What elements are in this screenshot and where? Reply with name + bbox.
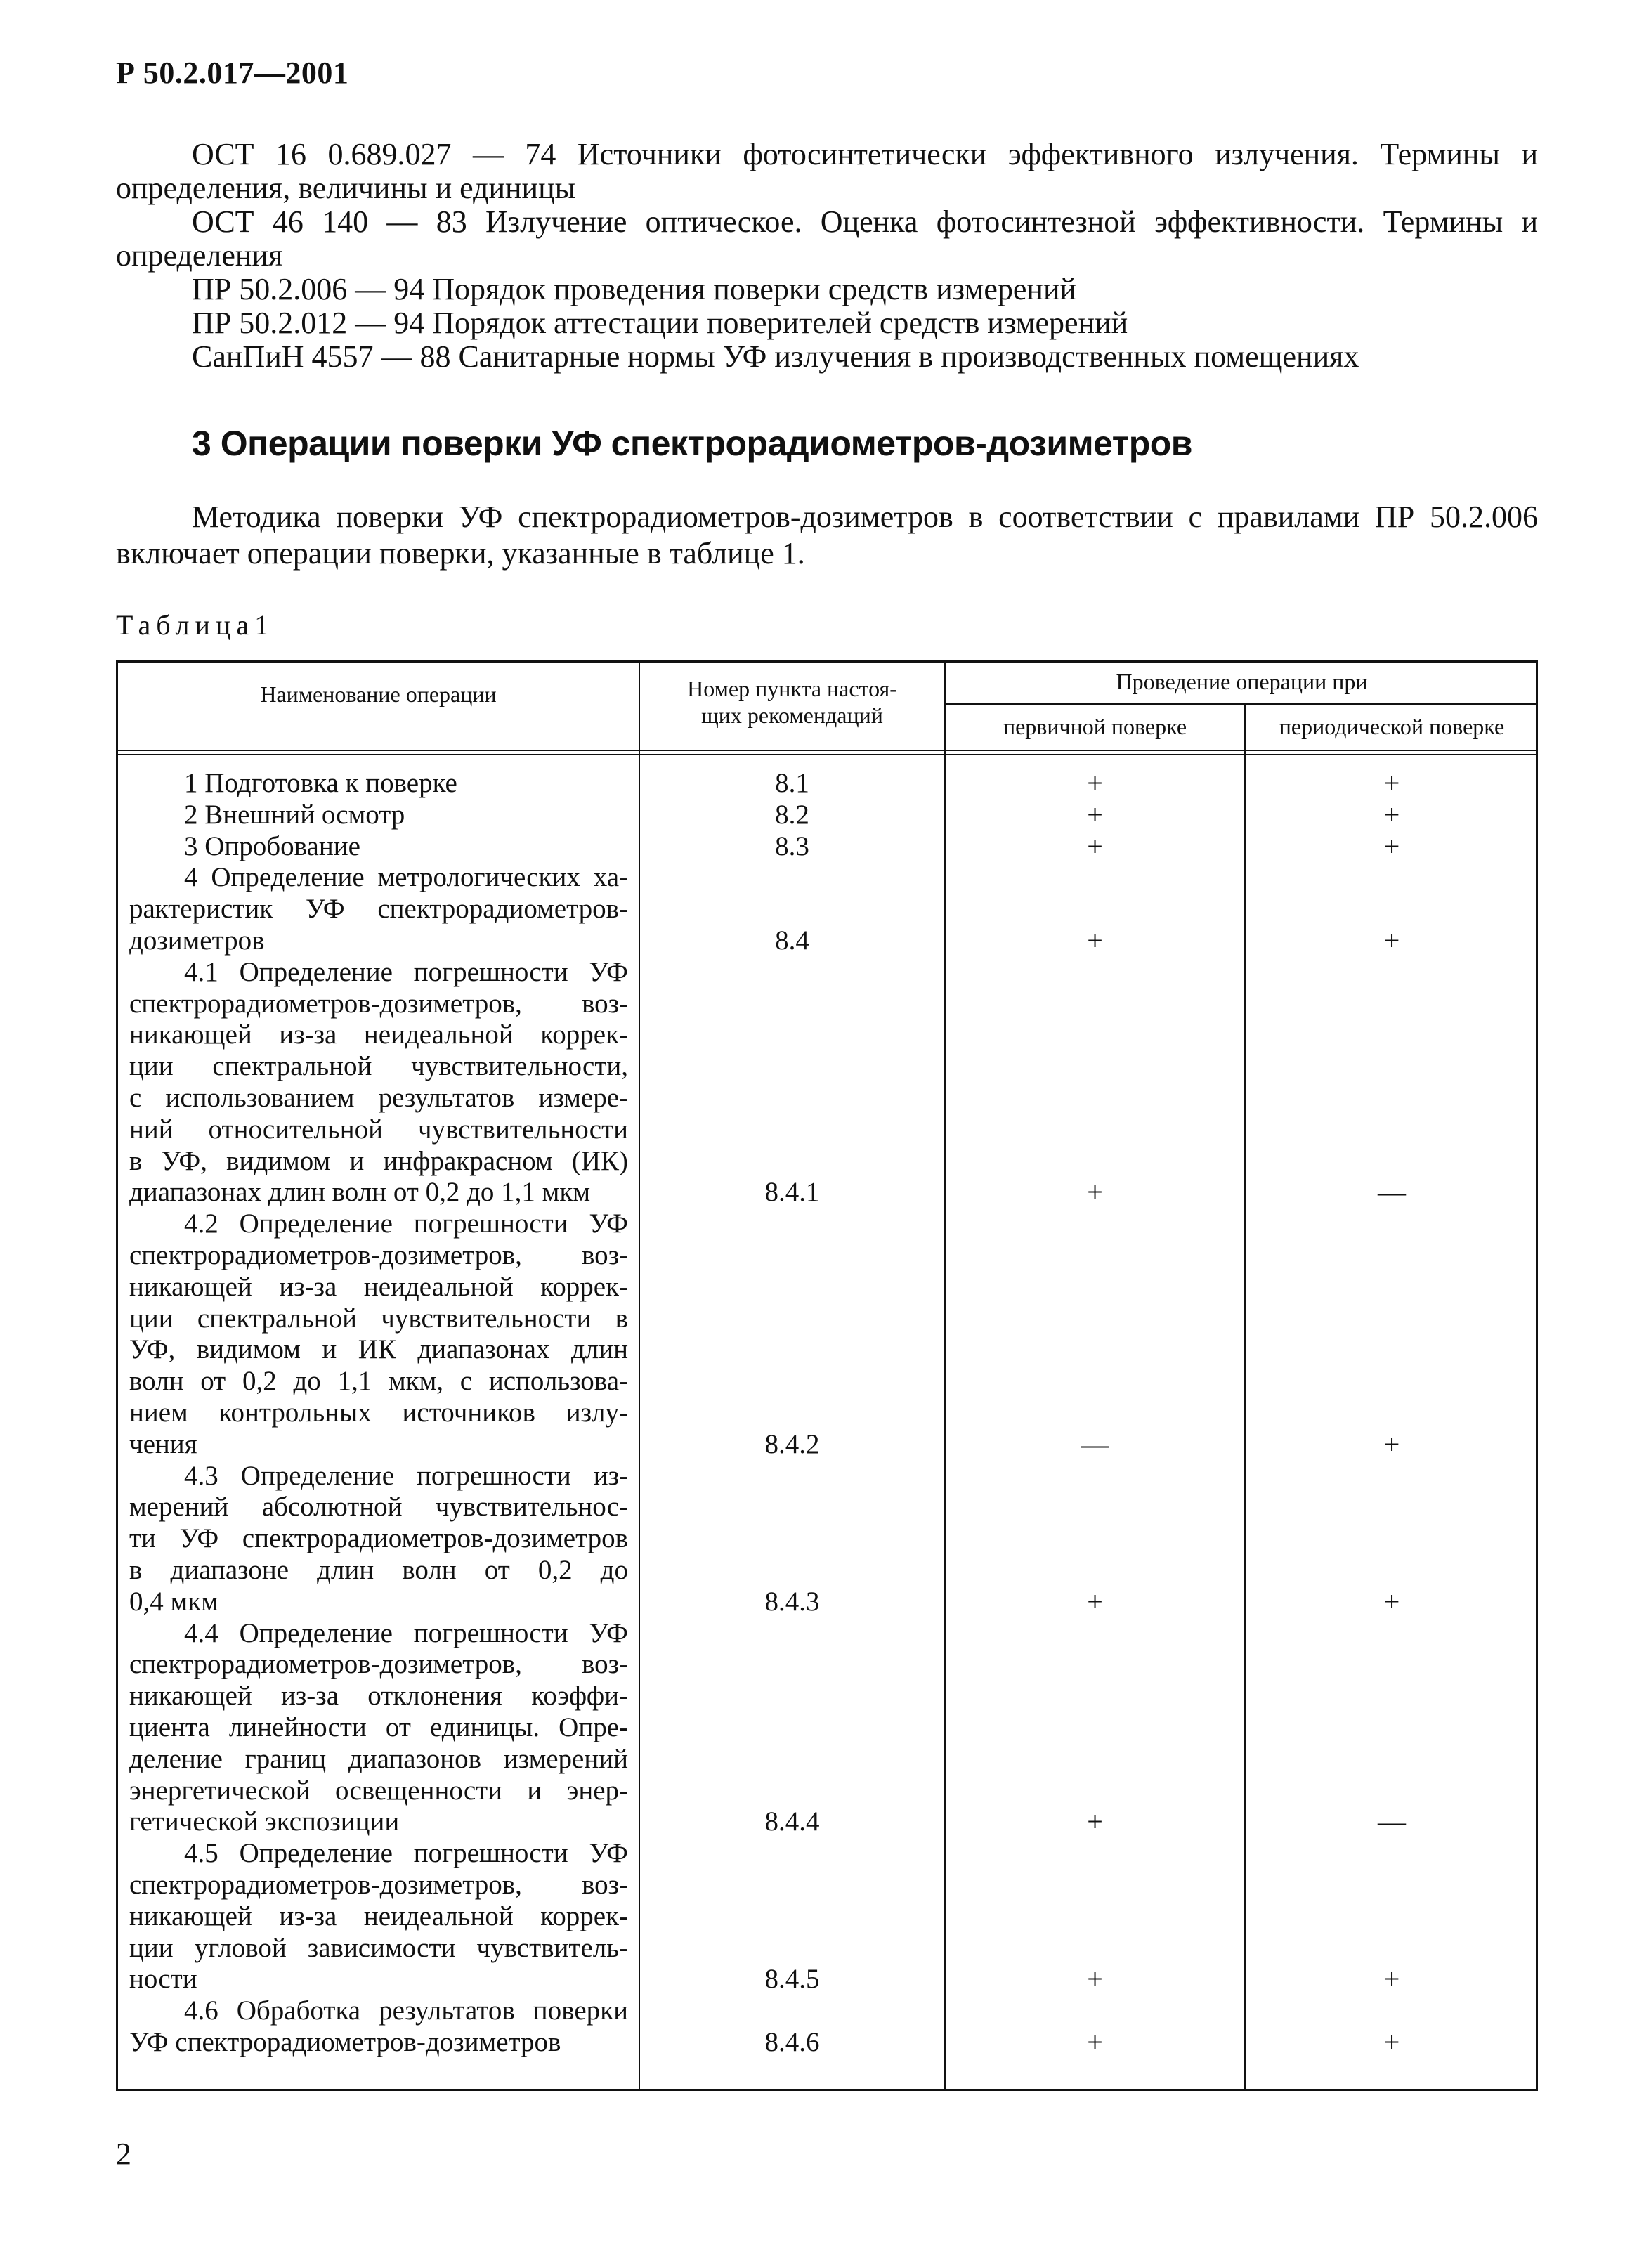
operation-name-line: никающей из-за неидеальной коррек- — [129, 1019, 628, 1050]
operation-name-line: спектрорадиометров-дозиметров, воз- — [129, 1239, 628, 1270]
clause-number: 8.1 — [775, 768, 809, 798]
operation-name — [129, 1618, 628, 1839]
periodic-mark: + — [1383, 925, 1400, 956]
operation-name-line: 4.2 Определение погрешности УФ — [184, 1208, 628, 1239]
header-name: Наименование операции — [260, 682, 497, 707]
section-intro — [116, 499, 1538, 572]
operation-name-line: никающей из-за неидеальной коррек- — [129, 1901, 628, 1931]
operation-name-line: ции спектральной чувствительности, — [129, 1051, 628, 1082]
column-divider — [944, 663, 946, 2089]
operation-name-line: волн от 0,2 до 1,1 мкм, с использова- — [129, 1366, 628, 1397]
operation-name-line: ции угловой зависимости чувствитель- — [129, 1932, 628, 1963]
periodic-mark: + — [1383, 830, 1400, 862]
header-clause-line: Номер пункта настоя- — [687, 676, 897, 701]
operation-name-line: деление границ диапазонов измерений — [129, 1743, 628, 1774]
reference-item: ОСТ 46 140 — 83 Излучение оптическое. Оценка фотосинтезной эффективности. Термины и определения — [116, 204, 1538, 273]
reference-item: ОСТ 16 0.689.027 — 74 Источники фотосинтетически эффективного излучения. Термины и определения, величины и единицы — [116, 137, 1538, 205]
periodic-mark: + — [1383, 1585, 1400, 1617]
primary-mark: + — [1087, 1585, 1103, 1617]
intro-paragraph: Методика поверки УФ спектрорадиометров-дозиметров в соответствии с правилами ПР 50.2.006 включает операции поверки, указанные в таблице 1. — [116, 500, 1538, 571]
clause-number: 8.4.6 — [764, 2027, 820, 2057]
header-periodic: периодической поверке — [1279, 714, 1505, 739]
primary-mark: + — [1087, 1963, 1103, 1995]
operation-name-line: ний относительной чувствительности — [129, 1114, 628, 1145]
operation-name-line: 4.1 Определение погрешности УФ — [184, 956, 628, 987]
clause-number: 8.4.5 — [764, 1964, 820, 1995]
section-heading: 3 Операции поверки УФ спектрорадиометров-дозиметров — [192, 424, 1193, 463]
clause-number: 8.4.2 — [764, 1428, 820, 1459]
header-divider — [118, 754, 1536, 755]
periodic-mark: + — [1383, 767, 1400, 799]
operation-name — [129, 1995, 628, 2059]
operation-name-line: 3 Опробование — [184, 830, 360, 861]
periodic-mark: + — [1383, 2026, 1400, 2058]
operation-name-line: дозиметров — [129, 925, 265, 956]
primary-mark: + — [1087, 1176, 1103, 1208]
primary-mark: + — [1087, 830, 1103, 862]
table-caption: Таблица1 — [116, 609, 275, 641]
operation-name — [129, 1838, 628, 1995]
operation-name-line: чения — [129, 1428, 197, 1459]
operation-name-line: энергетической освещенности и энер- — [129, 1775, 628, 1806]
clause-number: 8.4.4 — [764, 1806, 820, 1837]
clause-number: 8.2 — [775, 799, 809, 830]
operation-name-line: УФ, видимом и ИК диапазонах длин — [129, 1334, 628, 1365]
periodic-mark: — — [1378, 1806, 1406, 1838]
operation-name-line: спектрорадиометров-дозиметров, воз- — [129, 1649, 628, 1680]
clause-number: 8.4 — [775, 925, 809, 956]
operation-name-line: 4 Определение метрологических ха- — [184, 862, 628, 893]
reference-item: СанПиН 4557 — 88 Санитарные нормы УФ излучения в производственных помещениях — [192, 339, 1359, 374]
operation-name-line: нием контрольных источников излу- — [129, 1397, 628, 1428]
header-group: Проведение операции при — [1116, 669, 1368, 694]
column-divider — [639, 663, 640, 2089]
operation-name-line: спектрорадиометров-дозиметров, воз- — [129, 1869, 628, 1900]
operation-name-line: с использованием результатов измере- — [129, 1082, 628, 1113]
header-divider — [944, 703, 1536, 705]
operation-name-line: никающей из-за отклонения коэффи- — [129, 1681, 628, 1712]
operation-name — [129, 768, 628, 800]
operation-name — [129, 957, 628, 1208]
operation-name-line: рактеристик УФ спектрорадиометров- — [129, 894, 628, 925]
column-divider — [1244, 705, 1246, 2089]
operation-name-line: УФ спектрорадиометров-дозиметров — [129, 2026, 561, 2057]
operation-name-line: 4.6 Обработка результатов поверки — [184, 1995, 628, 2026]
clause-number: 8.3 — [775, 830, 809, 861]
periodic-mark: — — [1378, 1176, 1406, 1208]
primary-mark: + — [1087, 1806, 1103, 1838]
operation-name-line: мерений абсолютной чувствительнос- — [129, 1492, 628, 1523]
periodic-mark: + — [1383, 1428, 1400, 1460]
operation-name — [129, 1208, 628, 1460]
operation-name-line: ности — [129, 1964, 197, 1995]
operation-name-line: 4.5 Определение погрешности УФ — [184, 1838, 628, 1869]
primary-mark: + — [1087, 925, 1103, 956]
operation-name — [129, 800, 628, 831]
reference-item: ПР 50.2.012 — 94 Порядок аттестации поверителей средств измерений — [192, 306, 1128, 340]
periodic-mark: + — [1383, 798, 1400, 830]
operation-name-line: 2 Внешний осмотр — [184, 799, 405, 830]
operation-name-line: ции спектральной чувствительности в — [129, 1303, 628, 1334]
header-clause — [640, 675, 944, 729]
operation-name — [129, 1461, 628, 1618]
operation-name-line: спектрорадиометров-дозиметров, воз- — [129, 988, 628, 1019]
operation-name-line: ти УФ спектрорадиометров-дозиметров — [129, 1523, 628, 1554]
header-primary: первичной поверке — [1003, 714, 1187, 739]
periodic-mark: + — [1383, 1963, 1400, 1995]
clause-number: 8.4.1 — [764, 1177, 820, 1208]
operation-name — [129, 862, 628, 956]
operation-name-line: 0,4 мкм — [129, 1586, 218, 1617]
header-divider — [118, 750, 1536, 751]
operation-name-line: 1 Подготовка к поверке — [184, 768, 457, 798]
operation-name-line: в УФ, видимом и инфракрасном (ИК) — [129, 1145, 628, 1176]
header-clause-line: щих рекомендаций — [701, 703, 883, 728]
document-code: Р 50.2.017—2001 — [116, 56, 349, 90]
operation-name-line: никающей из-за неидеальной коррек- — [129, 1271, 628, 1302]
operation-name-line: гетической экспозиции — [129, 1806, 400, 1837]
clause-number: 8.4.3 — [764, 1586, 820, 1617]
operation-name-line: циента линейности от единицы. Опре- — [129, 1712, 628, 1742]
primary-mark: + — [1087, 767, 1103, 799]
primary-mark: — — [1081, 1428, 1109, 1460]
operation-name-line: 4.4 Определение погрешности УФ — [184, 1617, 628, 1648]
normative-references — [116, 138, 1538, 374]
primary-mark: + — [1087, 798, 1103, 830]
operation-name — [129, 831, 628, 863]
operations-table — [116, 660, 1538, 2091]
operation-name-line: в диапазоне длин волн от 0,2 до — [129, 1554, 628, 1585]
reference-item: ПР 50.2.006 — 94 Порядок проведения поверки средств измерений — [192, 272, 1077, 306]
operation-name-line: диапазонах длин волн от 0,2 до 1,1 мкм — [129, 1177, 590, 1208]
operation-name-line: 4.3 Определение погрешности из- — [184, 1460, 628, 1491]
page-number: 2 — [116, 2137, 131, 2171]
primary-mark: + — [1087, 2026, 1103, 2058]
